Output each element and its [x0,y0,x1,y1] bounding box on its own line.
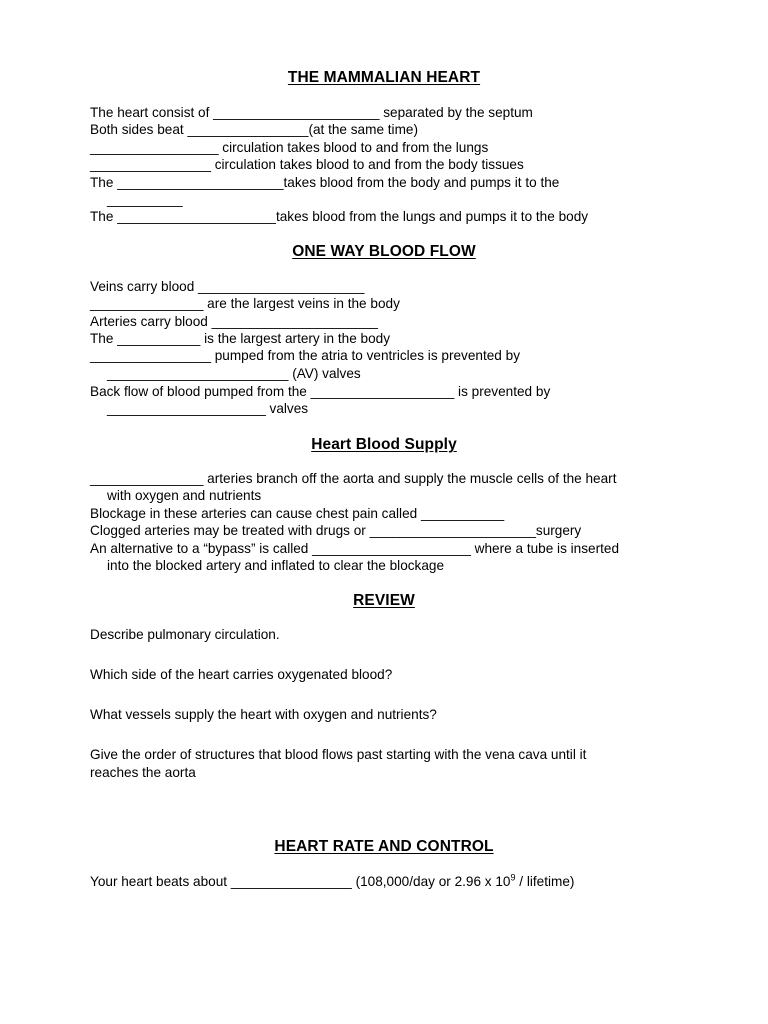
heart-rate-text: Your heart beats about ________________ (108,000/day or 2.96 x 10 [90,874,511,889]
worksheet-line: Arteries carry blood ______________________ [90,314,378,329]
worksheet-line: The _____________________takes blood from the lungs and pumps it to the body [90,209,589,224]
worksheet-line: Back flow of blood pumped from the ___________________ is prevented by [90,384,551,399]
section-title-heart-rate-and-control: HEART RATE AND CONTROL [274,838,494,855]
review-question: reaches the aorta [90,765,196,780]
worksheet-line: _______________ are the largest veins in the body [90,296,400,311]
worksheet-line: Blockage in these arteries can cause chest pain called ___________ [90,506,505,521]
worksheet-line: _________________ circulation takes blood to and from the lungs [90,140,489,155]
worksheet-line: with oxygen and nutrients [107,488,262,503]
worksheet-line: ________________ pumped from the atria to ventricles is prevented by [90,348,520,363]
worksheet-line: Veins carry blood ______________________ [90,279,365,294]
worksheet-line: __________ [107,192,183,207]
review-question: Give the order of structures that blood flows past starting with the vena cava until it [90,747,587,762]
heart-rate-suffix: / lifetime) [515,874,575,889]
worksheet-line: An alternative to a “bypass” is called _____________________ where a tube is inserted [90,541,620,556]
section-title-one-way-blood-flow: ONE WAY BLOOD FLOW [292,243,476,260]
worksheet-line: The ___________ is the largest artery in the body [90,331,391,346]
heart-rate-line [90,873,690,890]
review-question: What vessels supply the heart with oxygen and nutrients? [90,707,437,722]
section-title-review: REVIEW [353,592,415,609]
review-question: Which side of the heart carries oxygenated blood? [90,667,393,682]
worksheet-line: _____________________ valves [107,401,309,416]
worksheet-line: ________________ circulation takes blood to and from the body tissues [90,157,524,172]
worksheet-line: The heart consist of ______________________ separated by the septum [90,105,533,120]
worksheet-line: Both sides beat ________________(at the same time) [90,122,418,137]
worksheet-line: The ______________________takes blood from the body and pumps it to the [90,175,560,190]
worksheet-line: ________________________ (AV) valves [107,366,361,381]
worksheet-line: _______________ arteries branch off the aorta and supply the muscle cells of the heart [90,471,617,486]
worksheet-line: into the blocked artery and inflated to clear the blockage [107,558,445,573]
section-title-heart-blood-supply: Heart Blood Supply [311,436,457,453]
section-title-mammalian-heart: THE MAMMALIAN HEART [287,69,481,86]
review-question: Describe pulmonary circulation. [90,627,280,642]
worksheet-line: Clogged arteries may be treated with drugs or ______________________surgery [90,523,582,538]
exponent: 9 [510,872,516,883]
